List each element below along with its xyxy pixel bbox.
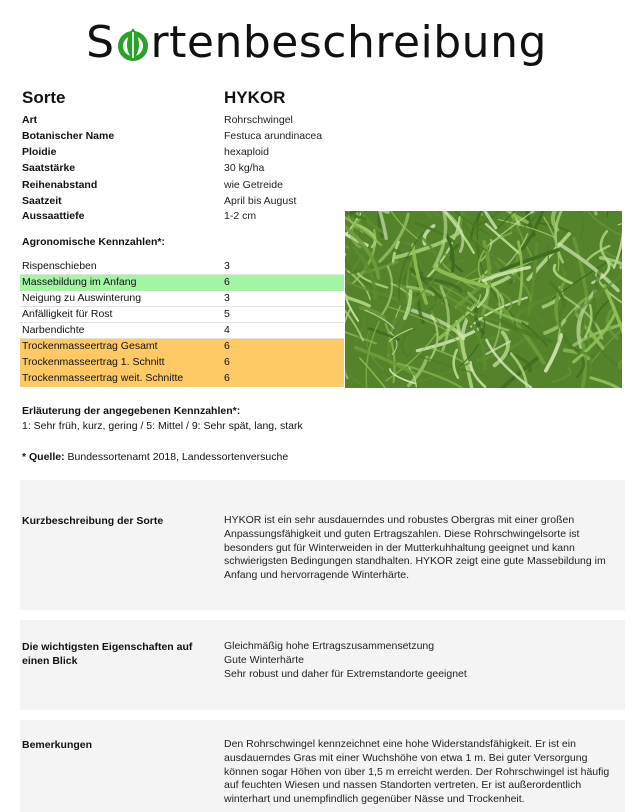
leaf-o-icon xyxy=(116,16,150,70)
agronomic-value: 6 xyxy=(224,340,230,352)
property-label: Botanischer Name xyxy=(22,130,115,142)
agronomic-value: 3 xyxy=(224,292,230,304)
logo-text-start: S xyxy=(86,17,115,68)
page-title-logo xyxy=(0,14,633,70)
property-value: Rohrschwingel xyxy=(224,114,293,126)
agronomic-row xyxy=(20,259,344,275)
variety-row xyxy=(22,88,622,110)
property-row xyxy=(22,162,342,178)
remarks-label: Bemerkungen xyxy=(22,739,93,751)
key-property-item: Gleichmäßig hohe Ertragszusammensetzung xyxy=(224,640,435,652)
property-row xyxy=(22,179,342,195)
agronomic-label: Neigung zu Auswinterung xyxy=(22,292,142,304)
property-value: wie Getreide xyxy=(224,179,283,191)
key-property-item: Gute Winterhärte xyxy=(224,653,304,666)
property-row xyxy=(22,130,342,146)
agronomic-row xyxy=(20,323,344,339)
agronomic-value: 3 xyxy=(224,260,230,272)
agronomic-value: 6 xyxy=(224,276,230,288)
key-properties-label: Die wichtigsten Eigenschaften auf einen Blick xyxy=(22,641,193,667)
property-label: Reihenabstand xyxy=(22,179,98,191)
logo-text-end: rtenbeschreibung xyxy=(150,17,547,68)
agronomic-label: Massebildung im Anfang xyxy=(22,276,137,288)
property-value: 30 kg/ha xyxy=(224,162,265,174)
agronomic-row xyxy=(20,275,344,291)
agronomic-row xyxy=(20,339,344,355)
variety-name: HYKOR xyxy=(224,88,286,107)
agronomic-value: 4 xyxy=(224,324,230,336)
short-description-text: HYKOR ist ein sehr ausdauerndes und robustes Obergras mit einer großen Anpassungsfähigkeit und guten Ertragszahlen. Diese Rohrschwingelsorte ist besonders gut für Winterweiden in der Mutterkuhhaltung geeignet und kann schwierigsten Bedingungen standhalten. HYKOR zeigt eine gute Massebildung im Anfang und hervorragende Winterhärte. xyxy=(224,514,606,582)
agronomic-label: Narbendichte xyxy=(22,324,85,336)
property-label: Aussaattiefe xyxy=(22,210,85,222)
property-label: Saatzeit xyxy=(22,195,62,207)
property-row xyxy=(22,146,342,162)
agronomic-row xyxy=(20,371,344,387)
property-row xyxy=(22,195,342,211)
agronomic-label: Trockenmasseertrag Gesamt xyxy=(22,340,158,352)
property-label: Ploidie xyxy=(22,146,57,158)
agronomic-value: 6 xyxy=(224,356,230,368)
property-row xyxy=(22,114,342,130)
property-row xyxy=(22,210,342,226)
agronomic-row xyxy=(20,291,344,307)
agronomic-row xyxy=(20,307,344,323)
property-value: Festuca arundinacea xyxy=(224,130,323,142)
explanation-text: 1: Sehr früh, kurz, gering / 5: Mittel / 9: Sehr spät, lang, stark xyxy=(22,420,303,432)
property-value: hexaploid xyxy=(224,146,269,158)
property-value: 1-2 cm xyxy=(224,210,257,222)
property-label: Art xyxy=(22,114,38,126)
explanation-title: Erläuterung der angegebenen Kennzahlen*: xyxy=(22,405,241,417)
source-text: Bundessortenamt 2018, Landessortenversuche xyxy=(64,451,289,463)
source-note xyxy=(22,451,288,463)
property-value: April bis August xyxy=(224,195,297,207)
agronomic-label: Trockenmasseertrag 1. Schnitt xyxy=(22,356,165,368)
agronomic-value: 6 xyxy=(224,372,230,384)
key-properties-list xyxy=(224,640,622,681)
source-label: * Quelle: xyxy=(22,451,65,463)
variety-label: Sorte xyxy=(22,88,66,107)
short-description-label: Kurzbeschreibung der Sorte xyxy=(22,515,164,527)
agronomic-value: 5 xyxy=(224,308,230,320)
agronomic-label: Rispenschieben xyxy=(22,260,97,272)
agronomic-label: Anfälligkeit für Rost xyxy=(22,308,113,320)
agronomic-label: Trockenmasseertrag weit. Schnitte xyxy=(22,372,184,384)
grass-image xyxy=(345,211,622,388)
agronomic-title: Agronomische Kennzahlen*: xyxy=(22,236,165,248)
property-label: Saatstärke xyxy=(22,162,76,174)
agronomic-row xyxy=(20,355,344,371)
key-property-item: Sehr robust und daher für Extremstandorte geeignet xyxy=(224,667,467,680)
remarks-text: Den Rohrschwingel kennzeichnet eine hohe Widerstandsfähigkeit. Er ist ein ausdauerndes Gras mit einer Wuchshöhe von etwa 1 m. Bei guter Versorgung können sogar Höhen von über 1,5 m erreicht werden. Der Rohrschwingel ist häufig auf feuchten Wiesen und nassen Standorten vertreten. Er ist außerordentlich winterhart und unempfindlich gegenüber Nässe und Trockenheit. xyxy=(224,738,610,806)
grass-photo xyxy=(345,211,622,388)
